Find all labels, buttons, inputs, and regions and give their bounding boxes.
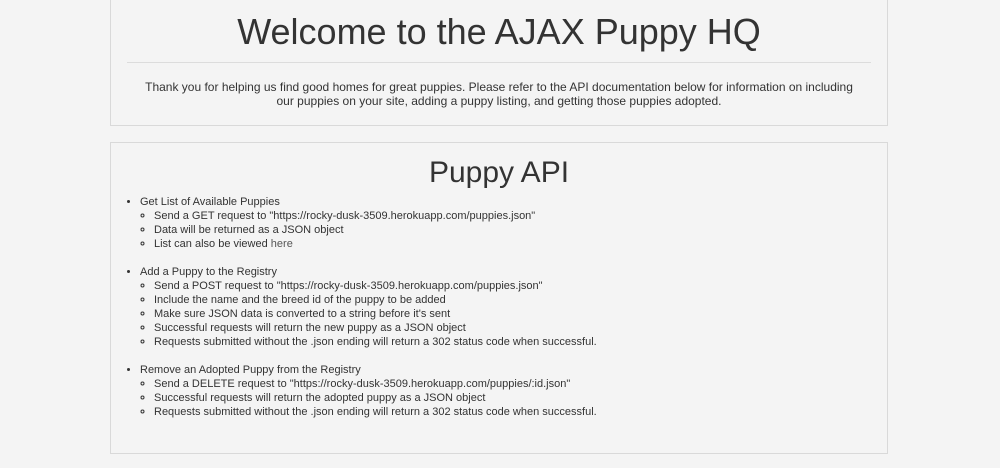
section-heading: Remove an Adopted Puppy from the Registry: [140, 364, 361, 376]
here-link[interactable]: here: [270, 238, 293, 250]
api-panel: [110, 142, 888, 454]
title-divider: [127, 62, 871, 63]
list-item: ◦ Data will be returned as a JSON object: [154, 223, 597, 237]
section-heading: Add a Puppy to the Registry: [140, 266, 277, 278]
intro-text: Thank you for helping us find good homes for great puppies. Please refer to the API documentation below for information on including our puppies on your site, adding a puppy listing, and getting those puppies adopted.: [145, 80, 853, 108]
api-section-remove-puppy: [140, 363, 597, 419]
welcome-panel: [110, 0, 888, 126]
list-item: ◦ Requests submitted without the .json ending will return a 302 status code when successful.: [154, 335, 597, 349]
list-item: ◦ Successful requests will return the new puppy as a JSON object: [154, 321, 597, 335]
list-item: ◦ Successful requests will return the adopted puppy as a JSON object: [154, 391, 597, 405]
api-section-add-puppy: [140, 265, 597, 349]
section-items: [140, 279, 597, 349]
list-item: ◦ Send a GET request to "https://rocky-dusk-3509.herokuapp.com/puppies.json": [154, 209, 597, 223]
api-title: Puppy API: [428, 156, 570, 189]
list-item: ◦ Send a DELETE request to "https://rocky-dusk-3509.herokuapp.com/puppies/:id.json": [154, 377, 597, 391]
api-section-get-list: [140, 195, 597, 251]
list-item: [154, 237, 597, 251]
page-title: Welcome to the AJAX Puppy HQ: [237, 11, 761, 52]
api-section-list: [111, 195, 597, 419]
list-item: ◦ Make sure JSON data is converted to a string before it's sent: [154, 307, 597, 321]
section-items: [140, 209, 597, 251]
list-view-text: List can also be viewed: [154, 238, 271, 250]
list-item: ◦ Send a POST request to "https://rocky-dusk-3509.herokuapp.com/puppies.json": [154, 279, 597, 293]
section-heading: Get List of Available Puppies: [140, 196, 280, 208]
section-items: [140, 377, 597, 419]
list-item: ◦ Requests submitted without the .json ending will return a 302 status code when successful.: [154, 405, 597, 419]
list-item: ◦ Include the name and the breed id of the puppy to be added: [154, 293, 597, 307]
